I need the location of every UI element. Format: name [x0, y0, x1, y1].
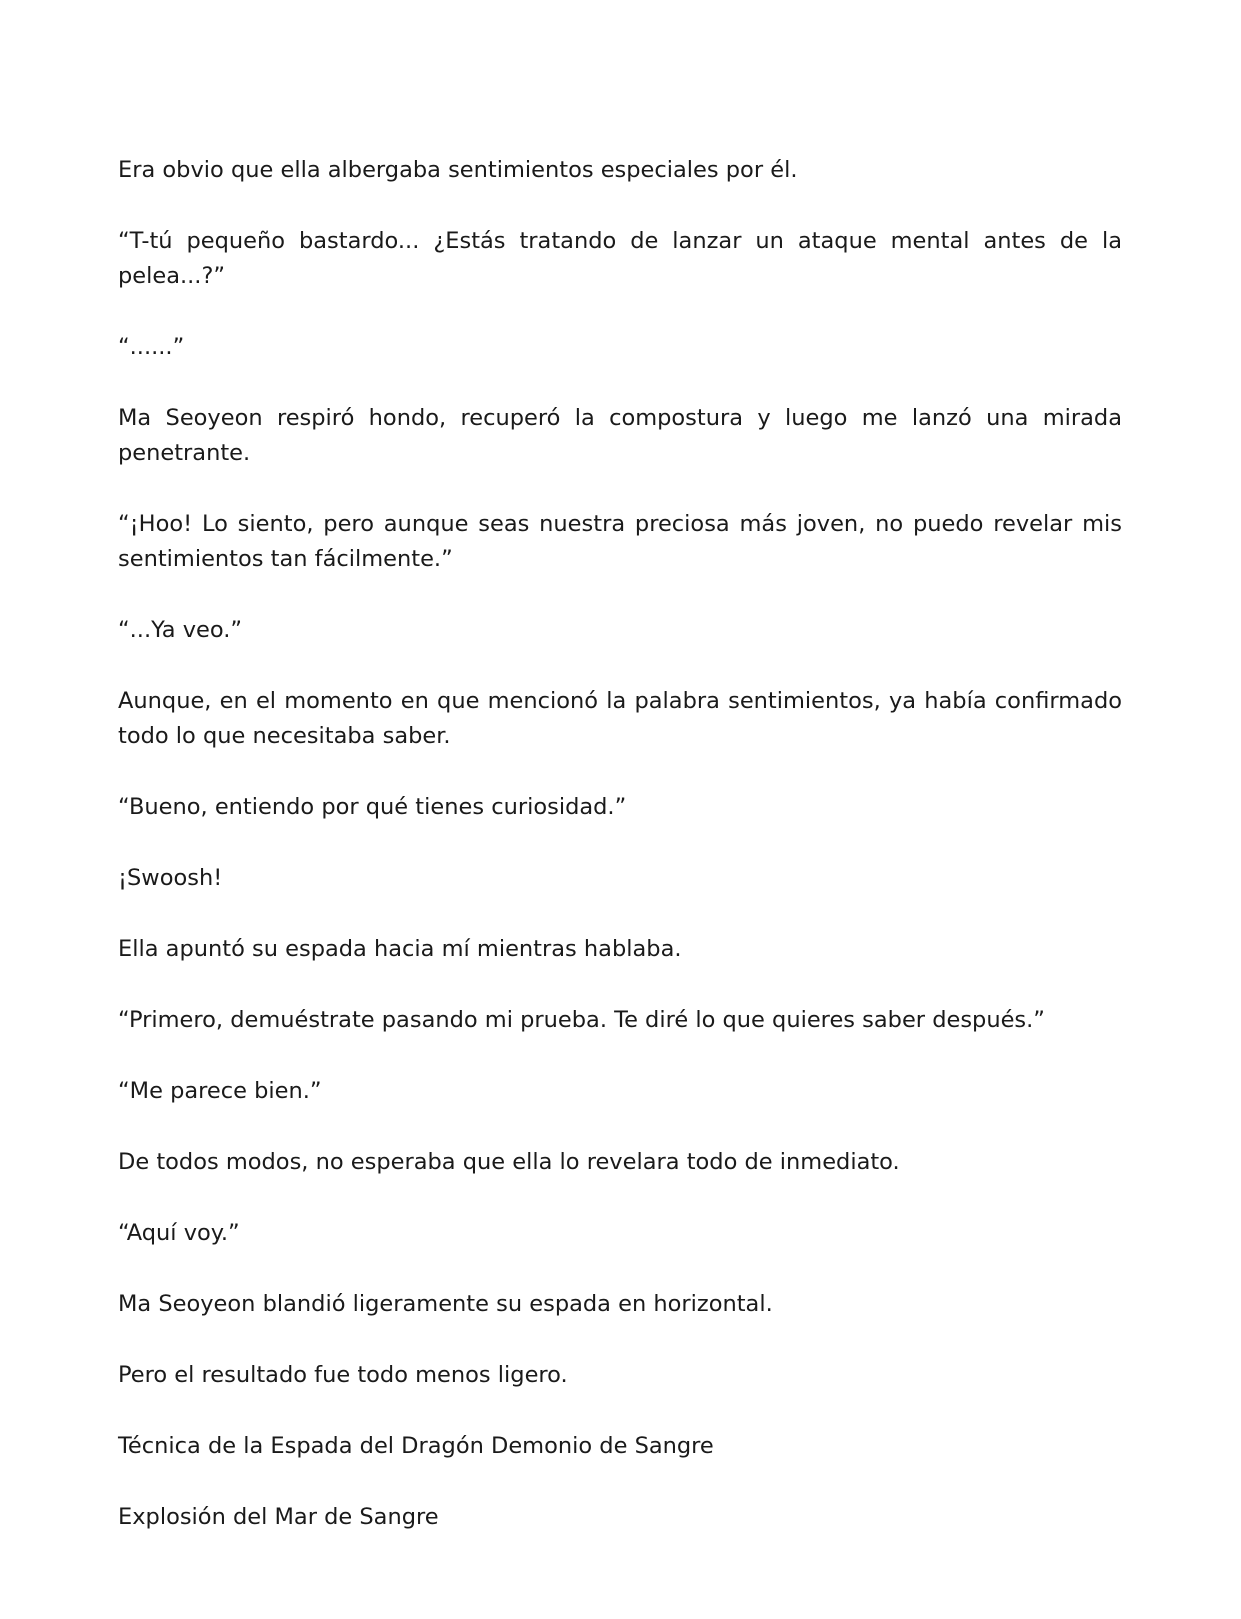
paragraph: ¡Swoosh! — [118, 865, 223, 891]
document-body — [118, 153, 1122, 1571]
paragraph: Ma Seoyeon blandió ligeramente su espada en horizontal. — [118, 1291, 773, 1317]
paragraph: “Primero, demuéstrate pasando mi prueba. Te diré lo que quieres saber después.” — [118, 1007, 1045, 1033]
paragraph: “Bueno, entiendo por qué tienes curiosidad.” — [118, 794, 627, 820]
paragraph: Técnica de la Espada del Dragón Demonio de Sangre — [118, 1433, 714, 1459]
paragraph: “......” — [118, 334, 185, 360]
paragraph: Aunque, en el momento en que mencionó la palabra sentimientos, ya había confirmado todo lo que necesitaba saber. — [118, 688, 1122, 749]
paragraph: Ma Seoyeon respiró hondo, recuperó la compostura y luego me lanzó una mirada penetrante. — [118, 405, 1122, 466]
paragraph: “...Ya veo.” — [118, 617, 243, 643]
paragraph: “T-tú pequeño bastardo... ¿Estás tratando de lanzar un ataque mental antes de la pelea...?” — [118, 228, 1122, 289]
paragraph: Era obvio que ella albergaba sentimientos especiales por él. — [118, 157, 798, 183]
paragraph: “Aquí voy.” — [118, 1220, 240, 1246]
paragraph: De todos modos, no esperaba que ella lo revelara todo de inmediato. — [118, 1149, 900, 1175]
paragraph: Pero el resultado fue todo menos ligero. — [118, 1362, 568, 1388]
paragraph: Ella apuntó su espada hacia mí mientras hablaba. — [118, 936, 682, 962]
paragraph: Explosión del Mar de Sangre — [118, 1504, 439, 1530]
paragraph: “Me parece bien.” — [118, 1078, 322, 1104]
paragraph: “¡Hoo! Lo siento, pero aunque seas nuestra preciosa más joven, no puedo revelar mis sentimientos tan fácilmente.” — [118, 511, 1122, 572]
